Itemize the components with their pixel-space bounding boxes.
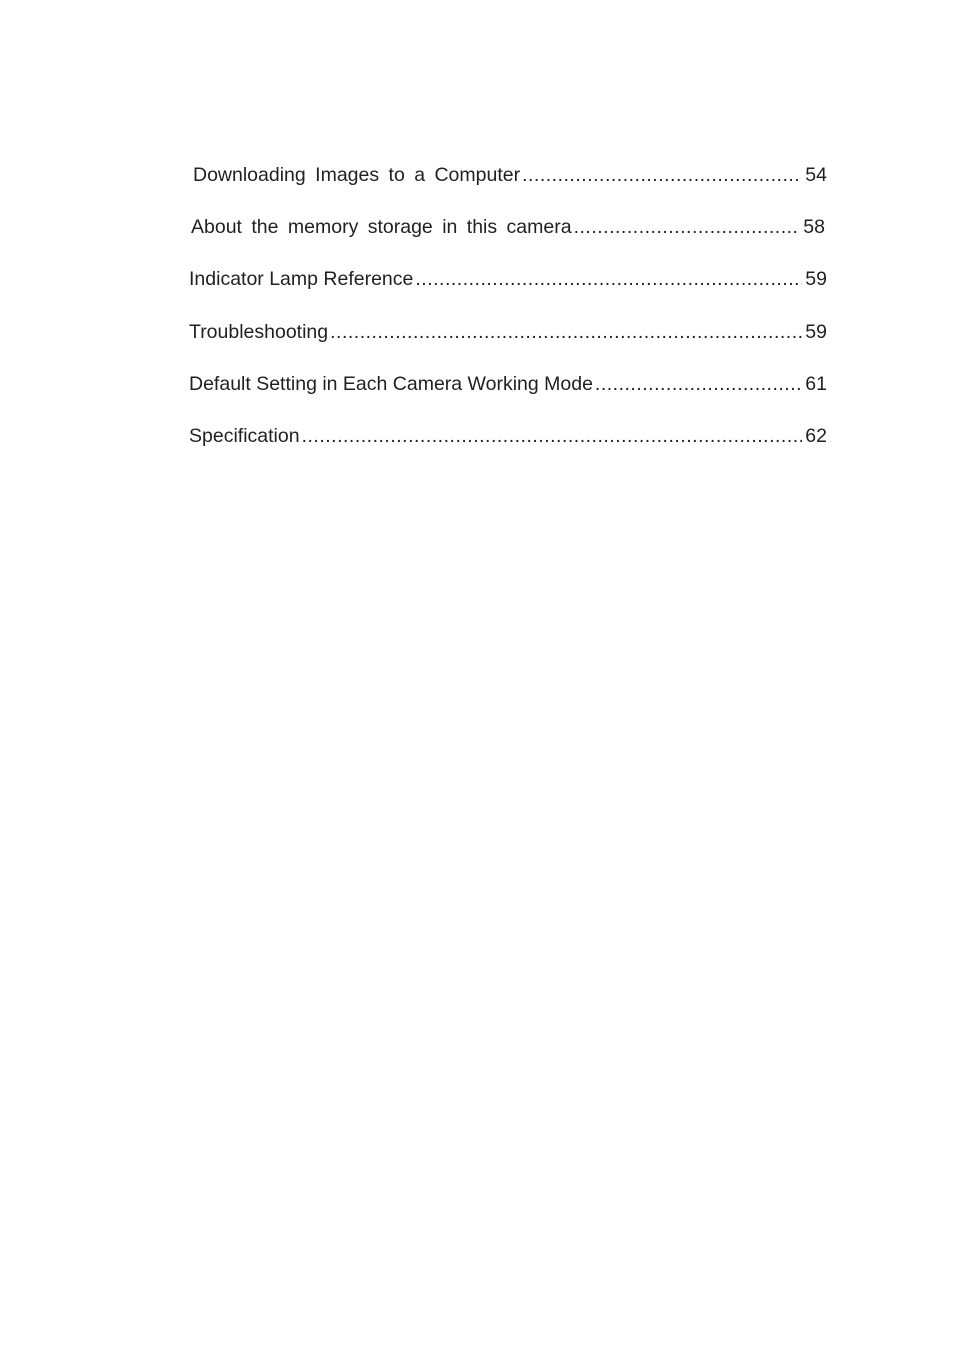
toc-entry-title: Troubleshooting: [189, 320, 329, 343]
toc-entry-title: Indicator Lamp Reference: [189, 268, 414, 291]
toc-entry-troubleshooting[interactable]: [189, 317, 827, 369]
toc-entry-page-number: 62: [805, 424, 827, 447]
toc-entry-specification[interactable]: [189, 421, 827, 473]
toc-entry-title: Specification: [189, 424, 300, 447]
toc-leader-dots: [595, 369, 802, 399]
toc-entry-page-number: 59: [805, 268, 827, 291]
toc-entry-default-setting[interactable]: [189, 369, 827, 421]
toc-leader-dots: [522, 160, 802, 190]
toc-leader-dots: [302, 421, 803, 451]
toc-entry-page-number: 59: [805, 320, 827, 343]
toc-entry-page-number: 58: [803, 216, 825, 239]
toc-entry-page-number: 54: [805, 164, 827, 186]
toc-leader-dots: [574, 212, 801, 242]
toc-entry-memory-storage[interactable]: [189, 212, 827, 264]
toc-leader-dots: [330, 317, 802, 347]
toc-leader-dots: [415, 264, 802, 294]
toc-entry-page-number: 61: [805, 372, 827, 395]
toc-entry-downloading-images[interactable]: [189, 160, 827, 212]
toc-entry-title: About the memory storage in this camera: [191, 216, 572, 239]
table-of-contents: [189, 160, 827, 473]
toc-entry-title: Default Setting in Each Camera Working Mode: [189, 372, 593, 395]
toc-entry-indicator-lamp[interactable]: [189, 264, 827, 316]
toc-entry-title: Downloading Images to a Computer: [193, 164, 521, 186]
